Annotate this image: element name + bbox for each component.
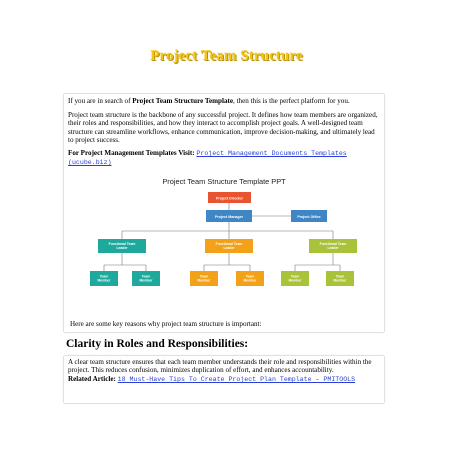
page-title: Project Team Structure (150, 48, 303, 64)
functional-team-leader-box-3 (309, 239, 357, 253)
team-member-box-4 (236, 271, 264, 286)
related-label: Related Article: (68, 375, 116, 384)
project-office-box (291, 210, 327, 222)
project-director-label: Project Director (216, 196, 243, 201)
team-member-label-5: Team Member (288, 274, 302, 283)
project-office-label: Project Office (297, 215, 321, 220)
team-member-label-3: Team Member (197, 274, 211, 283)
visit-line (68, 149, 380, 167)
team-member-label-1: Team Member (97, 274, 111, 283)
team-member-label-2: Team Member (139, 274, 153, 283)
intro-text-end: , then this is the perfect platform for you. (233, 97, 350, 105)
intro-card (64, 94, 384, 332)
project-manager-label: Project Manager (215, 215, 243, 220)
chart-title: Project Team Structure Template PPT (162, 177, 286, 187)
functional-team-leader-label-1: Functional Team Leader (108, 242, 136, 251)
org-chart (68, 173, 380, 307)
intro-template-name: Project Team Structure Template (132, 97, 234, 105)
team-member-box-2 (132, 271, 160, 286)
team-member-box-3 (190, 271, 218, 286)
functional-team-leader-label-3: Functional Team Leader (319, 242, 347, 251)
visit-label: For Project Management Templates Visit: (68, 149, 195, 158)
team-member-label-4: Team Member (243, 274, 257, 283)
intro-paragraph-1 (68, 97, 380, 105)
section-heading: Clarity in Roles and Responsibilities: (66, 338, 249, 350)
functional-team-leader-label-2: Functional Team Leader (215, 242, 243, 251)
related-line (68, 375, 380, 384)
intro-text: If you are in search of (68, 97, 133, 105)
project-director-box (208, 192, 251, 203)
reasons-line: Here are some key reasons why project team structure is important: (70, 320, 262, 328)
team-member-label-6: Team Member (333, 274, 347, 283)
section-text: A clear team structure ensures that each team member understands their role and responsibilities within the project. This reduces confusion, minimizes duplication of effort, and enhances accountability. (68, 358, 372, 375)
functional-team-leader-box-2 (205, 239, 253, 253)
team-member-box-5 (281, 271, 309, 286)
section-card (64, 356, 384, 403)
intro-paragraph-2: Project team structure is the backbone of any successful project. It defines how team members are organized, their roles and responsibilities, and how they interact to accomplish project goals. A well-designed team structure can streamline workflows, enhance communication, improve decision-making, and ultimately lead to project success. (68, 111, 378, 144)
project-manager-box (206, 210, 252, 222)
team-member-box-6 (326, 271, 354, 286)
team-member-box-1 (90, 271, 118, 286)
functional-team-leader-box-1 (98, 239, 146, 253)
related-article-link[interactable]: 18 Must-Have Tips To Create Project Plan Template – PMITOOLS (117, 376, 356, 384)
templates-link[interactable]: Project Management Documents Templates (ucube.biz) (68, 150, 347, 167)
